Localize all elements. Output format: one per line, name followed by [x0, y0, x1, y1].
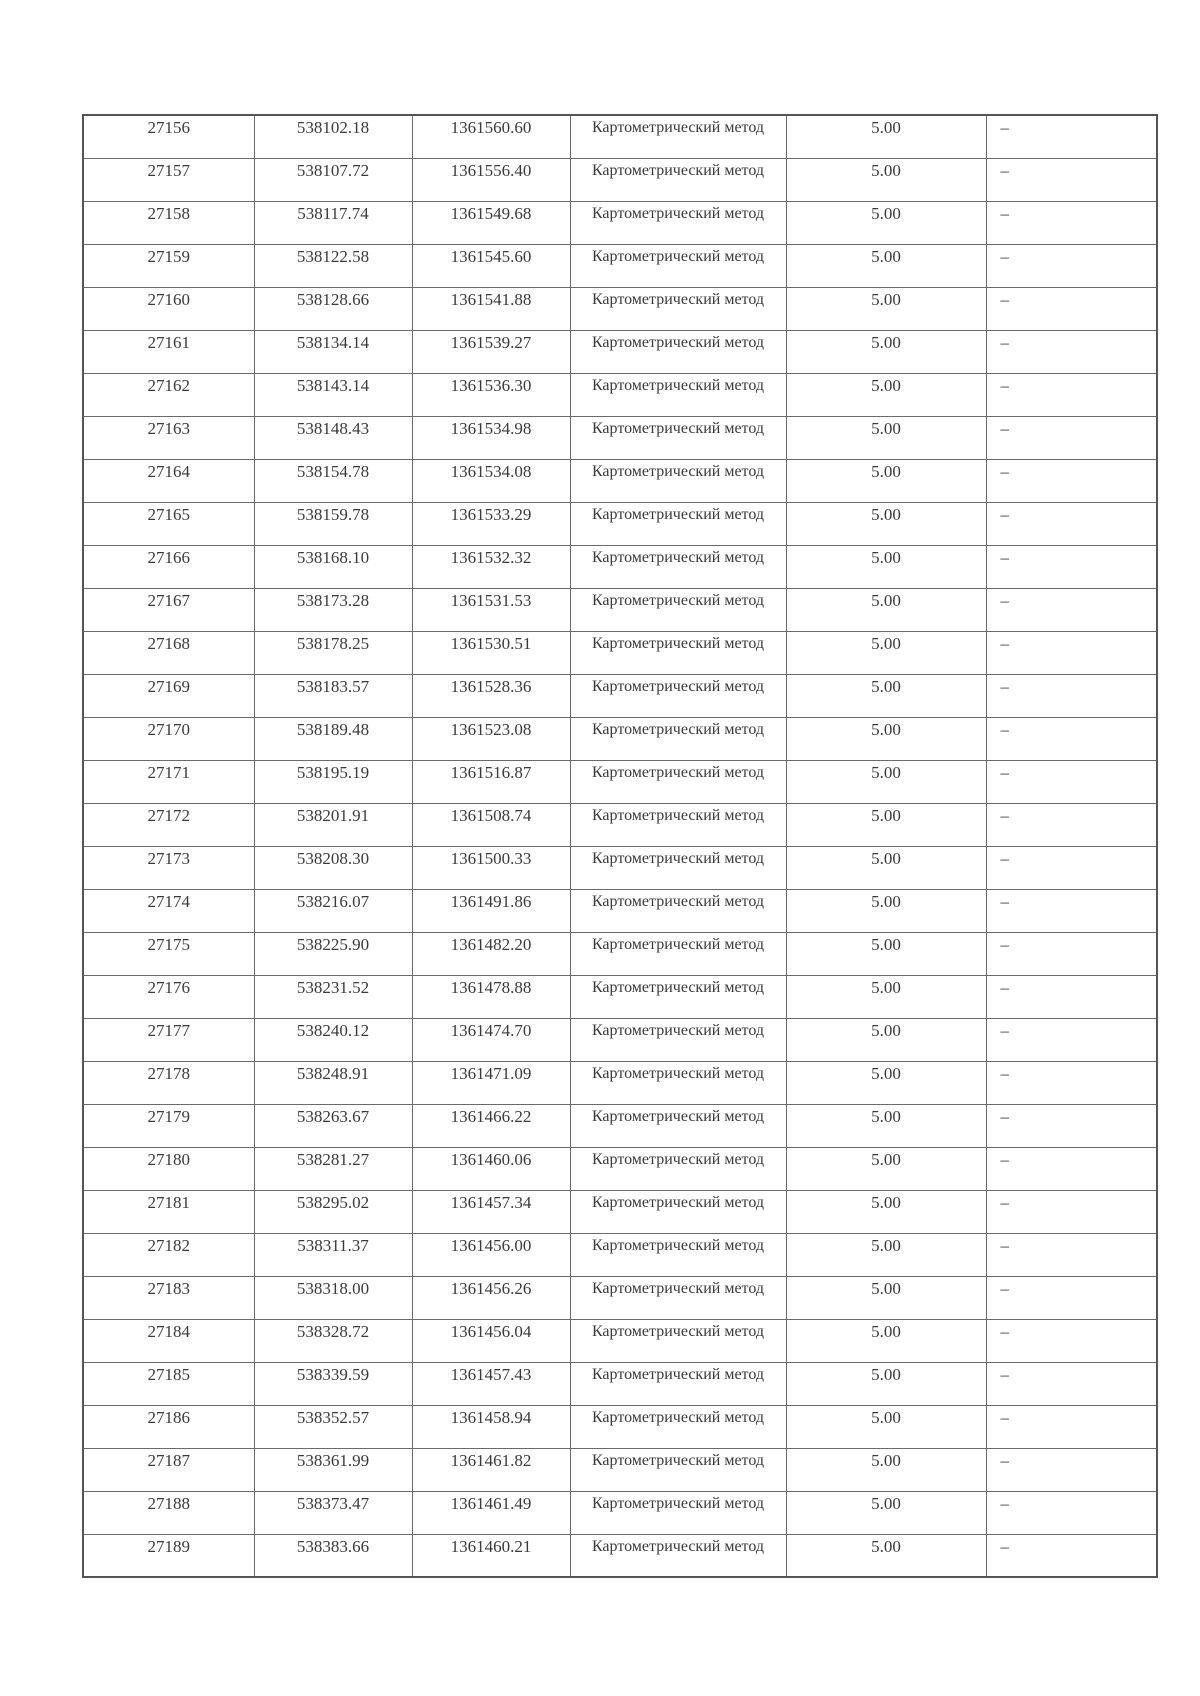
accuracy-cell: 5.00	[786, 1491, 986, 1534]
coordinate-x-cell: 538295.02	[254, 1190, 412, 1233]
table-row	[83, 201, 1157, 244]
coordinate-x-cell: 538328.72	[254, 1319, 412, 1362]
method-cell: Картометрический метод	[570, 1534, 786, 1577]
point-number-cell: 27186	[83, 1405, 254, 1448]
table-row	[83, 287, 1157, 330]
method-cell: Картометрический метод	[570, 975, 786, 1018]
coordinate-y-cell: 1361478.88	[412, 975, 570, 1018]
table-row	[83, 1405, 1157, 1448]
coordinate-x-cell: 538107.72	[254, 158, 412, 201]
accuracy-cell: 5.00	[786, 1147, 986, 1190]
coordinate-y-cell: 1361491.86	[412, 889, 570, 932]
coordinate-x-cell: 538173.28	[254, 588, 412, 631]
coordinate-x-cell: 538134.14	[254, 330, 412, 373]
table-row	[83, 889, 1157, 932]
method-cell: Картометрический метод	[570, 287, 786, 330]
point-number-cell: 27164	[83, 459, 254, 502]
table-row	[83, 244, 1157, 287]
coordinate-x-cell: 538195.19	[254, 760, 412, 803]
method-cell: Картометрический метод	[570, 244, 786, 287]
point-number-cell: 27178	[83, 1061, 254, 1104]
table-row	[83, 975, 1157, 1018]
method-cell: Картометрический метод	[570, 1276, 786, 1319]
note-cell: –	[986, 674, 1157, 717]
coordinate-x-cell: 538117.74	[254, 201, 412, 244]
point-number-cell: 27175	[83, 932, 254, 975]
method-cell: Картометрический метод	[570, 1018, 786, 1061]
accuracy-cell: 5.00	[786, 717, 986, 760]
table-row	[83, 1104, 1157, 1147]
method-cell: Картометрический метод	[570, 1405, 786, 1448]
table-row	[83, 803, 1157, 846]
note-cell: –	[986, 1405, 1157, 1448]
point-number-cell: 27187	[83, 1448, 254, 1491]
method-cell: Картометрический метод	[570, 373, 786, 416]
table-row	[83, 545, 1157, 588]
coordinate-x-cell: 538143.14	[254, 373, 412, 416]
method-cell: Картометрический метод	[570, 588, 786, 631]
accuracy-cell: 5.00	[786, 1448, 986, 1491]
coordinate-x-cell: 538189.48	[254, 717, 412, 760]
accuracy-cell: 5.00	[786, 1104, 986, 1147]
coordinate-x-cell: 538361.99	[254, 1448, 412, 1491]
coordinate-y-cell: 1361560.60	[412, 115, 570, 158]
coordinate-x-cell: 538352.57	[254, 1405, 412, 1448]
accuracy-cell: 5.00	[786, 588, 986, 631]
method-cell: Картометрический метод	[570, 631, 786, 674]
coordinate-x-cell: 538122.58	[254, 244, 412, 287]
method-cell: Картометрический метод	[570, 932, 786, 975]
method-cell: Картометрический метод	[570, 846, 786, 889]
coordinate-x-cell: 538373.47	[254, 1491, 412, 1534]
table-row	[83, 115, 1157, 158]
coordinate-y-cell: 1361532.32	[412, 545, 570, 588]
table-row	[83, 1319, 1157, 1362]
accuracy-cell: 5.00	[786, 502, 986, 545]
accuracy-cell: 5.00	[786, 1534, 986, 1577]
coordinate-x-cell: 538318.00	[254, 1276, 412, 1319]
coordinate-y-cell: 1361457.34	[412, 1190, 570, 1233]
table-row	[83, 717, 1157, 760]
table-row	[83, 1018, 1157, 1061]
note-cell: –	[986, 373, 1157, 416]
accuracy-cell: 5.00	[786, 416, 986, 459]
point-number-cell: 27188	[83, 1491, 254, 1534]
accuracy-cell: 5.00	[786, 1319, 986, 1362]
method-cell: Картометрический метод	[570, 502, 786, 545]
accuracy-cell: 5.00	[786, 803, 986, 846]
point-number-cell: 27181	[83, 1190, 254, 1233]
coordinate-y-cell: 1361508.74	[412, 803, 570, 846]
coordinate-y-cell: 1361500.33	[412, 846, 570, 889]
coordinate-x-cell: 538263.67	[254, 1104, 412, 1147]
coordinate-y-cell: 1361528.36	[412, 674, 570, 717]
coordinate-y-cell: 1361534.98	[412, 416, 570, 459]
point-number-cell: 27165	[83, 502, 254, 545]
note-cell: –	[986, 803, 1157, 846]
note-cell: –	[986, 1319, 1157, 1362]
method-cell: Картометрический метод	[570, 1147, 786, 1190]
point-number-cell: 27184	[83, 1319, 254, 1362]
point-number-cell: 27159	[83, 244, 254, 287]
method-cell: Картометрический метод	[570, 1190, 786, 1233]
note-cell: –	[986, 115, 1157, 158]
table-row	[83, 674, 1157, 717]
note-cell: –	[986, 1018, 1157, 1061]
coordinate-x-cell: 538168.10	[254, 545, 412, 588]
table-row	[83, 158, 1157, 201]
method-cell: Картометрический метод	[570, 115, 786, 158]
note-cell: –	[986, 459, 1157, 502]
note-cell: –	[986, 1061, 1157, 1104]
method-cell: Картометрический метод	[570, 330, 786, 373]
coordinate-x-cell: 538183.57	[254, 674, 412, 717]
accuracy-cell: 5.00	[786, 244, 986, 287]
coordinate-y-cell: 1361536.30	[412, 373, 570, 416]
accuracy-cell: 5.00	[786, 975, 986, 1018]
coordinate-x-cell: 538231.52	[254, 975, 412, 1018]
method-cell: Картометрический метод	[570, 1319, 786, 1362]
accuracy-cell: 5.00	[786, 115, 986, 158]
note-cell: –	[986, 588, 1157, 631]
method-cell: Картометрический метод	[570, 158, 786, 201]
accuracy-cell: 5.00	[786, 287, 986, 330]
coordinate-x-cell: 538240.12	[254, 1018, 412, 1061]
point-number-cell: 27170	[83, 717, 254, 760]
coordinate-y-cell: 1361456.00	[412, 1233, 570, 1276]
accuracy-cell: 5.00	[786, 459, 986, 502]
coordinate-y-cell: 1361539.27	[412, 330, 570, 373]
table-row	[83, 1276, 1157, 1319]
accuracy-cell: 5.00	[786, 545, 986, 588]
method-cell: Картометрический метод	[570, 717, 786, 760]
coordinate-x-cell: 538281.27	[254, 1147, 412, 1190]
method-cell: Картометрический метод	[570, 1491, 786, 1534]
coordinate-x-cell: 538225.90	[254, 932, 412, 975]
point-number-cell: 27174	[83, 889, 254, 932]
table-row	[83, 502, 1157, 545]
accuracy-cell: 5.00	[786, 1190, 986, 1233]
coordinate-x-cell: 538178.25	[254, 631, 412, 674]
table-row	[83, 846, 1157, 889]
coordinate-x-cell: 538201.91	[254, 803, 412, 846]
point-number-cell: 27167	[83, 588, 254, 631]
coordinate-y-cell: 1361531.53	[412, 588, 570, 631]
method-cell: Картометрический метод	[570, 1233, 786, 1276]
point-number-cell: 27173	[83, 846, 254, 889]
point-number-cell: 27180	[83, 1147, 254, 1190]
method-cell: Картометрический метод	[570, 545, 786, 588]
table-row	[83, 1534, 1157, 1577]
coordinate-y-cell: 1361456.26	[412, 1276, 570, 1319]
note-cell: –	[986, 502, 1157, 545]
note-cell: –	[986, 1362, 1157, 1405]
accuracy-cell: 5.00	[786, 158, 986, 201]
point-number-cell: 27158	[83, 201, 254, 244]
method-cell: Картометрический метод	[570, 1104, 786, 1147]
coordinate-x-cell: 538339.59	[254, 1362, 412, 1405]
coordinate-y-cell: 1361456.04	[412, 1319, 570, 1362]
point-number-cell: 27172	[83, 803, 254, 846]
table-row	[83, 1061, 1157, 1104]
point-number-cell: 27185	[83, 1362, 254, 1405]
point-number-cell: 27177	[83, 1018, 254, 1061]
accuracy-cell: 5.00	[786, 631, 986, 674]
accuracy-cell: 5.00	[786, 1276, 986, 1319]
coordinate-y-cell: 1361460.06	[412, 1147, 570, 1190]
coordinate-x-cell: 538154.78	[254, 459, 412, 502]
accuracy-cell: 5.00	[786, 201, 986, 244]
coordinate-y-cell: 1361541.88	[412, 287, 570, 330]
note-cell: –	[986, 631, 1157, 674]
method-cell: Картометрический метод	[570, 416, 786, 459]
note-cell: –	[986, 760, 1157, 803]
note-cell: –	[986, 889, 1157, 932]
coordinate-y-cell: 1361482.20	[412, 932, 570, 975]
accuracy-cell: 5.00	[786, 1018, 986, 1061]
coordinate-y-cell: 1361556.40	[412, 158, 570, 201]
method-cell: Картометрический метод	[570, 1061, 786, 1104]
method-cell: Картометрический метод	[570, 803, 786, 846]
point-number-cell: 27179	[83, 1104, 254, 1147]
note-cell: –	[986, 975, 1157, 1018]
point-number-cell: 27166	[83, 545, 254, 588]
accuracy-cell: 5.00	[786, 373, 986, 416]
point-number-cell: 27176	[83, 975, 254, 1018]
note-cell: –	[986, 1147, 1157, 1190]
point-number-cell: 27168	[83, 631, 254, 674]
coordinate-x-cell: 538159.78	[254, 502, 412, 545]
coordinates-table	[82, 114, 1158, 1578]
coordinates-table-container	[82, 114, 1158, 1578]
table-row	[83, 1147, 1157, 1190]
coordinate-y-cell: 1361545.60	[412, 244, 570, 287]
note-cell: –	[986, 1534, 1157, 1577]
method-cell: Картометрический метод	[570, 1362, 786, 1405]
note-cell: –	[986, 287, 1157, 330]
accuracy-cell: 5.00	[786, 846, 986, 889]
table-row	[83, 373, 1157, 416]
point-number-cell: 27162	[83, 373, 254, 416]
table-row	[83, 416, 1157, 459]
note-cell: –	[986, 244, 1157, 287]
accuracy-cell: 5.00	[786, 932, 986, 975]
point-number-cell: 27182	[83, 1233, 254, 1276]
coordinate-y-cell: 1361471.09	[412, 1061, 570, 1104]
note-cell: –	[986, 1276, 1157, 1319]
point-number-cell: 27169	[83, 674, 254, 717]
note-cell: –	[986, 416, 1157, 459]
method-cell: Картометрический метод	[570, 201, 786, 244]
accuracy-cell: 5.00	[786, 674, 986, 717]
table-row	[83, 459, 1157, 502]
method-cell: Картометрический метод	[570, 889, 786, 932]
table-row	[83, 588, 1157, 631]
table-row	[83, 1491, 1157, 1534]
table-row	[83, 330, 1157, 373]
point-number-cell: 27171	[83, 760, 254, 803]
note-cell: –	[986, 1190, 1157, 1233]
table-row	[83, 1190, 1157, 1233]
point-number-cell: 27156	[83, 115, 254, 158]
coordinate-x-cell: 538383.66	[254, 1534, 412, 1577]
table-row	[83, 1362, 1157, 1405]
point-number-cell: 27157	[83, 158, 254, 201]
note-cell: –	[986, 330, 1157, 373]
coordinate-x-cell: 538208.30	[254, 846, 412, 889]
note-cell: –	[986, 1491, 1157, 1534]
coordinate-y-cell: 1361457.43	[412, 1362, 570, 1405]
method-cell: Картометрический метод	[570, 760, 786, 803]
table-row	[83, 1448, 1157, 1491]
accuracy-cell: 5.00	[786, 1233, 986, 1276]
table-row	[83, 932, 1157, 975]
table-row	[83, 1233, 1157, 1276]
coordinate-y-cell: 1361530.51	[412, 631, 570, 674]
coordinate-x-cell: 538248.91	[254, 1061, 412, 1104]
accuracy-cell: 5.00	[786, 1061, 986, 1104]
coordinate-x-cell: 538311.37	[254, 1233, 412, 1276]
coordinate-y-cell: 1361533.29	[412, 502, 570, 545]
point-number-cell: 27189	[83, 1534, 254, 1577]
note-cell: –	[986, 158, 1157, 201]
coordinate-y-cell: 1361534.08	[412, 459, 570, 502]
coordinate-x-cell: 538216.07	[254, 889, 412, 932]
coordinate-y-cell: 1361549.68	[412, 201, 570, 244]
coordinate-y-cell: 1361458.94	[412, 1405, 570, 1448]
coordinate-y-cell: 1361461.82	[412, 1448, 570, 1491]
accuracy-cell: 5.00	[786, 760, 986, 803]
point-number-cell: 27160	[83, 287, 254, 330]
method-cell: Картометрический метод	[570, 674, 786, 717]
note-cell: –	[986, 201, 1157, 244]
accuracy-cell: 5.00	[786, 330, 986, 373]
coordinate-y-cell: 1361466.22	[412, 1104, 570, 1147]
coordinate-y-cell: 1361460.21	[412, 1534, 570, 1577]
note-cell: –	[986, 1104, 1157, 1147]
coordinate-x-cell: 538128.66	[254, 287, 412, 330]
note-cell: –	[986, 1448, 1157, 1491]
table-row	[83, 631, 1157, 674]
table-row	[83, 760, 1157, 803]
point-number-cell: 27183	[83, 1276, 254, 1319]
note-cell: –	[986, 545, 1157, 588]
coordinate-y-cell: 1361461.49	[412, 1491, 570, 1534]
coordinate-y-cell: 1361516.87	[412, 760, 570, 803]
point-number-cell: 27163	[83, 416, 254, 459]
coordinate-x-cell: 538102.18	[254, 115, 412, 158]
coordinate-x-cell: 538148.43	[254, 416, 412, 459]
coordinate-y-cell: 1361523.08	[412, 717, 570, 760]
note-cell: –	[986, 717, 1157, 760]
method-cell: Картометрический метод	[570, 459, 786, 502]
accuracy-cell: 5.00	[786, 1405, 986, 1448]
accuracy-cell: 5.00	[786, 889, 986, 932]
note-cell: –	[986, 932, 1157, 975]
point-number-cell: 27161	[83, 330, 254, 373]
table-body	[83, 115, 1157, 1577]
coordinate-y-cell: 1361474.70	[412, 1018, 570, 1061]
method-cell: Картометрический метод	[570, 1448, 786, 1491]
note-cell: –	[986, 1233, 1157, 1276]
note-cell: –	[986, 846, 1157, 889]
accuracy-cell: 5.00	[786, 1362, 986, 1405]
